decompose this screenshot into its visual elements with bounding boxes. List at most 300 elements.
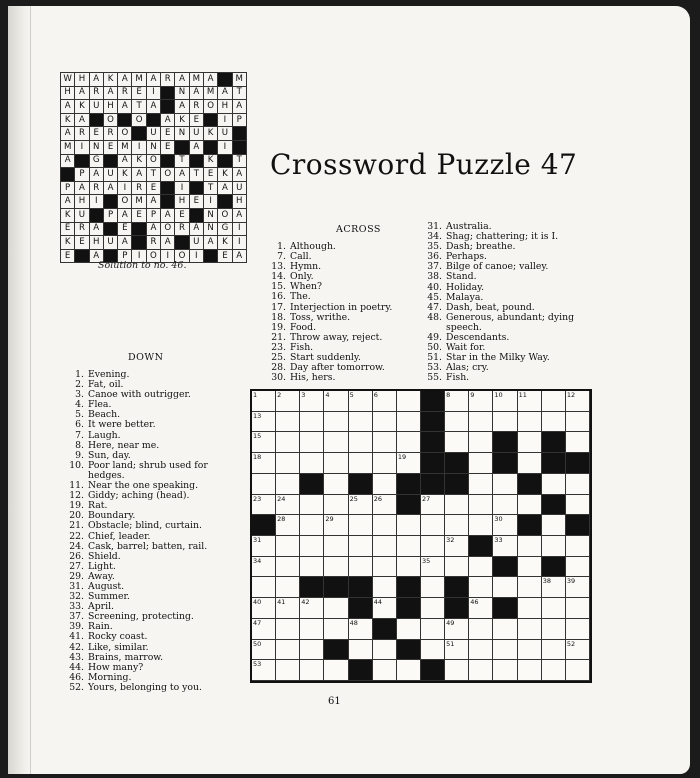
grid-cell[interactable] — [252, 640, 276, 661]
grid-cell[interactable] — [300, 495, 324, 516]
grid-cell[interactable] — [445, 515, 469, 536]
grid-cell[interactable] — [276, 432, 300, 453]
grid-cell[interactable] — [542, 577, 566, 598]
solution-letter-cell — [75, 208, 89, 222]
grid-cell[interactable] — [276, 536, 300, 557]
grid-cell[interactable] — [493, 577, 517, 598]
solution-letter-cell — [61, 249, 75, 263]
solution-letter: A — [164, 209, 171, 220]
clue-number: 50. — [427, 342, 442, 354]
solution-letter: A — [121, 100, 128, 111]
grid-cell[interactable] — [252, 619, 276, 640]
grid-cell[interactable] — [542, 660, 566, 681]
grid-cell[interactable] — [373, 432, 397, 453]
grid-cell[interactable] — [324, 391, 348, 412]
grid-cell[interactable] — [324, 598, 348, 619]
grid-cell[interactable] — [421, 598, 445, 619]
grid-cell[interactable] — [421, 577, 445, 598]
grid-cell[interactable] — [566, 557, 590, 578]
solution-letter: I — [152, 87, 155, 98]
grid-cell[interactable] — [518, 598, 542, 619]
grid-cell[interactable] — [324, 453, 348, 474]
clue-number: 42. — [69, 641, 84, 653]
grid-cell[interactable] — [324, 557, 348, 578]
clue-item — [264, 282, 424, 292]
grid-cell[interactable] — [518, 536, 542, 557]
grid-cell[interactable] — [300, 536, 324, 557]
solution-letter-cell — [61, 181, 75, 195]
solution-letter: E — [107, 141, 114, 152]
grid-cell[interactable] — [252, 660, 276, 681]
grid-cell[interactable] — [566, 495, 590, 516]
solution-letter-cell — [132, 168, 146, 182]
solution-letter: E — [64, 250, 71, 261]
grid-cell[interactable] — [469, 432, 493, 453]
clue-number-label: 46 — [470, 598, 479, 607]
grid-cell[interactable] — [542, 474, 566, 495]
solution-letter-cell — [103, 236, 117, 250]
grid-cell[interactable] — [493, 536, 517, 557]
solution-letter-cell — [132, 100, 146, 114]
solution-letter-cell — [175, 100, 189, 114]
grid-cell[interactable] — [518, 577, 542, 598]
grid-cell[interactable] — [566, 432, 590, 453]
clue-number: 41. — [69, 631, 84, 643]
grid-cell[interactable] — [469, 598, 493, 619]
down-clues — [62, 370, 246, 693]
solution-letter: E — [207, 168, 214, 179]
clue-number: 18. — [271, 311, 286, 323]
clue-number-label: 53 — [253, 660, 262, 669]
grid-cell[interactable] — [276, 557, 300, 578]
grid-cell[interactable] — [397, 432, 421, 453]
grid-cell[interactable] — [276, 598, 300, 619]
clue-text: Hymn. — [290, 261, 322, 273]
solution-row — [61, 140, 247, 154]
solution-letter-cell — [146, 236, 160, 250]
grid-cell[interactable] — [493, 474, 517, 495]
grid-cell[interactable] — [397, 619, 421, 640]
solution-letter: U — [193, 236, 200, 247]
grid-cell[interactable] — [300, 432, 324, 453]
solution-letter: R — [121, 87, 128, 98]
solution-letter: M — [235, 73, 243, 84]
grid-cell[interactable] — [349, 619, 373, 640]
solution-letter: G — [221, 223, 229, 234]
grid-cell[interactable] — [300, 640, 324, 661]
grid-cell[interactable] — [421, 536, 445, 557]
grid-cell[interactable] — [566, 536, 590, 557]
clue-text: When? — [290, 281, 323, 293]
clue-number-label: 26 — [373, 494, 382, 503]
grid-cell[interactable] — [252, 391, 276, 412]
grid-cell[interactable] — [518, 619, 542, 640]
grid-cell[interactable] — [566, 640, 590, 661]
grid-cell[interactable] — [542, 391, 566, 412]
grid-cell[interactable] — [349, 557, 373, 578]
clue-text: Bilge of canoe; valley. — [446, 261, 549, 273]
clue-text: Here, near me. — [88, 439, 160, 451]
solution-black-cell — [161, 86, 175, 100]
grid-cell[interactable] — [542, 619, 566, 640]
grid-cell[interactable] — [300, 598, 324, 619]
black-cell — [493, 557, 517, 578]
grid-cell[interactable] — [493, 619, 517, 640]
grid-cell[interactable] — [276, 474, 300, 495]
grid-cell[interactable] — [349, 640, 373, 661]
grid-cell[interactable] — [566, 598, 590, 619]
solution-row — [61, 168, 247, 182]
grid-cell[interactable] — [324, 495, 348, 516]
clue-item — [264, 313, 424, 323]
clue-item — [264, 262, 424, 272]
grid-cell[interactable] — [300, 412, 324, 433]
grid-cell[interactable] — [373, 391, 397, 412]
solution-letter-cell — [146, 73, 160, 87]
grid-cell[interactable] — [566, 474, 590, 495]
clue-number-label: 24 — [277, 494, 286, 503]
grid-cell[interactable] — [276, 495, 300, 516]
grid-cell[interactable] — [421, 495, 445, 516]
grid-cell[interactable] — [397, 536, 421, 557]
black-cell — [397, 495, 421, 516]
grid-cell[interactable] — [445, 495, 469, 516]
solution-letter: H — [64, 87, 71, 98]
grid-cell[interactable] — [252, 536, 276, 557]
grid-cell[interactable] — [300, 453, 324, 474]
clue-text: Obstacle; blind, curtain. — [88, 520, 202, 532]
solution-black-cell — [75, 249, 89, 263]
clue-number: 35. — [427, 241, 442, 253]
grid-cell[interactable] — [469, 577, 493, 598]
solution-letter: A — [79, 182, 85, 193]
grid-cell[interactable] — [324, 432, 348, 453]
grid-cell[interactable] — [493, 660, 517, 681]
clue-text: Shield. — [88, 550, 121, 562]
solution-letter: H — [93, 236, 100, 247]
clue-number-label: 38 — [542, 577, 551, 586]
grid-cell[interactable] — [542, 640, 566, 661]
clue-number-label: 42 — [301, 598, 310, 607]
clue-number: 40. — [427, 281, 442, 293]
solution-letter-cell — [89, 195, 103, 209]
grid-cell[interactable] — [276, 660, 300, 681]
clue-text: Star in the Milky Way. — [446, 352, 550, 364]
grid-cell[interactable] — [469, 453, 493, 474]
grid-cell[interactable] — [469, 515, 493, 536]
grid-cell[interactable] — [276, 391, 300, 412]
grid-cell[interactable] — [518, 640, 542, 661]
black-cell — [324, 577, 348, 598]
clue-text: Beach. — [88, 409, 121, 421]
crossword-cells — [252, 391, 590, 681]
grid-cell[interactable] — [445, 660, 469, 681]
grid-cell[interactable] — [276, 619, 300, 640]
grid-cell[interactable] — [252, 453, 276, 474]
solution-letter-cell — [175, 127, 189, 141]
grid-cell[interactable] — [276, 640, 300, 661]
grid-cell[interactable] — [349, 495, 373, 516]
grid-cell[interactable] — [445, 557, 469, 578]
grid-cell[interactable] — [300, 660, 324, 681]
grid-cell[interactable] — [300, 557, 324, 578]
clue-number-label: 41 — [277, 598, 286, 607]
grid-cell[interactable] — [373, 577, 397, 598]
solution-letter-cell — [118, 73, 132, 87]
black-cell — [397, 577, 421, 598]
clue-number: 37. — [427, 261, 442, 273]
grid-cell[interactable] — [373, 557, 397, 578]
grid-cell[interactable] — [276, 412, 300, 433]
grid-cell[interactable] — [349, 453, 373, 474]
grid-cell[interactable] — [324, 412, 348, 433]
grid-cell[interactable] — [542, 412, 566, 433]
solution-letter: K — [222, 168, 228, 179]
solution-letter: H — [221, 100, 229, 111]
grid-cell[interactable] — [373, 640, 397, 661]
grid-cell[interactable] — [397, 391, 421, 412]
solution-black-cell — [161, 100, 175, 114]
grid-cell[interactable] — [469, 660, 493, 681]
grid-cell[interactable] — [445, 432, 469, 453]
grid-cell[interactable] — [518, 557, 542, 578]
grid-cell[interactable] — [518, 495, 542, 516]
solution-letter-cell — [103, 140, 117, 154]
black-cell — [421, 660, 445, 681]
solution-letter: A — [236, 168, 243, 179]
solution-letter-cell — [89, 154, 103, 168]
solution-letter-cell — [118, 168, 132, 182]
grid-cell[interactable] — [469, 495, 493, 516]
solution-letter: O — [107, 114, 114, 125]
grid-cell[interactable] — [349, 412, 373, 433]
solution-letter-cell — [218, 127, 232, 141]
clue-number-label: 32 — [446, 536, 455, 544]
solution-letter: E — [165, 128, 171, 139]
grid-cell[interactable] — [493, 391, 517, 412]
grid-cell[interactable] — [252, 412, 276, 433]
grid-cell[interactable] — [373, 536, 397, 557]
solution-letter: N — [93, 141, 100, 152]
grid-cell[interactable] — [373, 660, 397, 681]
grid-cell[interactable] — [469, 619, 493, 640]
solution-letter-cell — [232, 113, 246, 127]
grid-cell[interactable] — [397, 453, 421, 474]
grid-cell[interactable] — [373, 495, 397, 516]
clue-text: How many? — [88, 661, 144, 673]
grid-cell[interactable] — [566, 577, 590, 598]
grid-cell[interactable] — [518, 412, 542, 433]
solution-letter: H — [107, 100, 114, 111]
grid-cell[interactable] — [518, 660, 542, 681]
grid-cell[interactable] — [252, 495, 276, 516]
solution-letter: E — [165, 141, 171, 152]
solution-letter: A — [121, 209, 128, 220]
clue-text: Summer. — [88, 591, 130, 603]
clue-number: 30. — [271, 372, 286, 384]
grid-cell[interactable] — [252, 598, 276, 619]
solution-row — [61, 113, 247, 127]
clue-item — [420, 373, 594, 383]
clue-text: Brains, marrow. — [88, 651, 164, 663]
grid-cell[interactable] — [518, 432, 542, 453]
solution-letter: O — [164, 223, 172, 234]
grid-cell[interactable] — [493, 412, 517, 433]
clue-text: Away. — [88, 570, 115, 582]
clue-text: Yours, belonging to you. — [88, 681, 202, 693]
grid-cell[interactable] — [518, 391, 542, 412]
solution-letter: U — [150, 128, 157, 139]
clue-text: Sun, day. — [88, 449, 131, 461]
clue-text: Like, similar. — [88, 641, 149, 653]
black-cell — [566, 515, 590, 536]
grid-cell[interactable] — [300, 619, 324, 640]
solution-letter: I — [209, 196, 212, 207]
clue-number: 3. — [75, 389, 84, 401]
grid-cell[interactable] — [445, 391, 469, 412]
grid-cell[interactable] — [252, 474, 276, 495]
grid-cell[interactable] — [252, 557, 276, 578]
clue-number: 51. — [427, 352, 442, 364]
solution-letter-cell — [203, 236, 217, 250]
solution-letter: I — [137, 141, 141, 152]
clue-number: 27. — [69, 560, 84, 572]
grid-cell[interactable] — [276, 577, 300, 598]
crossword-grid — [250, 389, 592, 683]
grid-cell[interactable] — [421, 515, 445, 536]
grid-cell[interactable] — [276, 453, 300, 474]
solution-letter: E — [64, 223, 71, 234]
solution-row — [61, 127, 247, 141]
grid-cell[interactable] — [445, 619, 469, 640]
grid-cell[interactable] — [397, 515, 421, 536]
solution-letter-cell — [232, 236, 246, 250]
black-cell — [469, 536, 493, 557]
clue-number: 34. — [427, 231, 442, 243]
clue-text: Rocky coast. — [88, 631, 148, 643]
grid-cell[interactable] — [349, 536, 373, 557]
solution-letter: E — [136, 209, 142, 220]
grid-cell[interactable] — [469, 557, 493, 578]
grid-cell[interactable] — [373, 515, 397, 536]
grid-cell[interactable] — [373, 598, 397, 619]
grid-cell[interactable] — [300, 391, 324, 412]
solution-black-cell — [189, 181, 203, 195]
grid-cell[interactable] — [324, 536, 348, 557]
grid-cell[interactable] — [469, 474, 493, 495]
grid-cell[interactable] — [252, 432, 276, 453]
grid-cell[interactable] — [542, 536, 566, 557]
grid-cell[interactable] — [566, 660, 590, 681]
solution-letter-cell — [218, 236, 232, 250]
grid-cell[interactable] — [493, 495, 517, 516]
grid-cell[interactable] — [542, 598, 566, 619]
solution-letter: R — [78, 223, 85, 234]
grid-cell[interactable] — [493, 515, 517, 536]
grid-cell[interactable] — [324, 474, 348, 495]
clue-number: 1. — [75, 369, 84, 380]
solution-letter: K — [207, 128, 214, 139]
solution-letter: P — [122, 250, 128, 261]
clue-number: 29. — [69, 570, 84, 582]
grid-cell[interactable] — [252, 577, 276, 598]
solution-black-cell — [103, 154, 117, 168]
grid-cell[interactable] — [566, 619, 590, 640]
grid-cell[interactable] — [373, 474, 397, 495]
clue-number: 48. — [427, 311, 442, 323]
grid-cell[interactable] — [421, 557, 445, 578]
grid-cell[interactable] — [300, 515, 324, 536]
black-cell — [300, 577, 324, 598]
solution-letter-cell — [75, 140, 89, 154]
clue-number-label: 15 — [253, 432, 262, 441]
grid-cell[interactable] — [469, 412, 493, 433]
grid-cell[interactable] — [566, 391, 590, 412]
grid-cell[interactable] — [324, 619, 348, 640]
solution-letter-cell — [232, 73, 246, 87]
black-cell — [542, 432, 566, 453]
grid-cell[interactable] — [542, 515, 566, 536]
grid-cell[interactable] — [445, 412, 469, 433]
solution-letter: A — [64, 128, 71, 139]
black-cell — [397, 640, 421, 661]
solution-letter-cell — [189, 127, 203, 141]
clue-number: 19. — [69, 500, 84, 512]
solution-letter-cell — [189, 113, 203, 127]
solution-letter-cell — [89, 236, 103, 250]
clue-number-label: 39 — [566, 577, 576, 586]
solution-black-cell — [89, 113, 103, 127]
solution-grid — [60, 72, 247, 263]
solution-letter-cell — [75, 195, 89, 209]
solution-letter: N — [150, 141, 157, 152]
grid-cell[interactable] — [397, 557, 421, 578]
grid-cell[interactable] — [324, 515, 348, 536]
clue-number: 2. — [75, 379, 84, 391]
solution-black-cell — [103, 222, 117, 236]
grid-cell[interactable] — [397, 660, 421, 681]
grid-cell[interactable] — [445, 536, 469, 557]
grid-cell[interactable] — [566, 412, 590, 433]
grid-cell[interactable] — [373, 412, 397, 433]
solution-letter: M — [192, 73, 201, 84]
grid-cell[interactable] — [349, 515, 373, 536]
grid-cell[interactable] — [349, 391, 373, 412]
book-gutter — [8, 6, 31, 774]
grid-cell[interactable] — [493, 640, 517, 661]
grid-cell[interactable] — [324, 660, 348, 681]
solution-letter-cell — [61, 208, 75, 222]
clue-item — [264, 363, 424, 373]
solution-letter: N — [178, 87, 186, 98]
grid-cell[interactable] — [469, 391, 493, 412]
solution-black-cell — [161, 195, 175, 209]
grid-cell[interactable] — [397, 412, 421, 433]
grid-cell[interactable] — [445, 640, 469, 661]
solution-letter-cell — [146, 100, 160, 114]
solution-letter: R — [150, 236, 157, 247]
grid-cell[interactable] — [349, 432, 373, 453]
grid-cell[interactable] — [276, 515, 300, 536]
grid-cell[interactable] — [469, 640, 493, 661]
grid-cell[interactable] — [421, 619, 445, 640]
grid-cell[interactable] — [421, 640, 445, 661]
black-cell — [349, 660, 373, 681]
solution-letter-cell — [161, 127, 175, 141]
grid-cell[interactable] — [373, 453, 397, 474]
grid-cell[interactable] — [518, 453, 542, 474]
clue-item — [264, 333, 424, 343]
